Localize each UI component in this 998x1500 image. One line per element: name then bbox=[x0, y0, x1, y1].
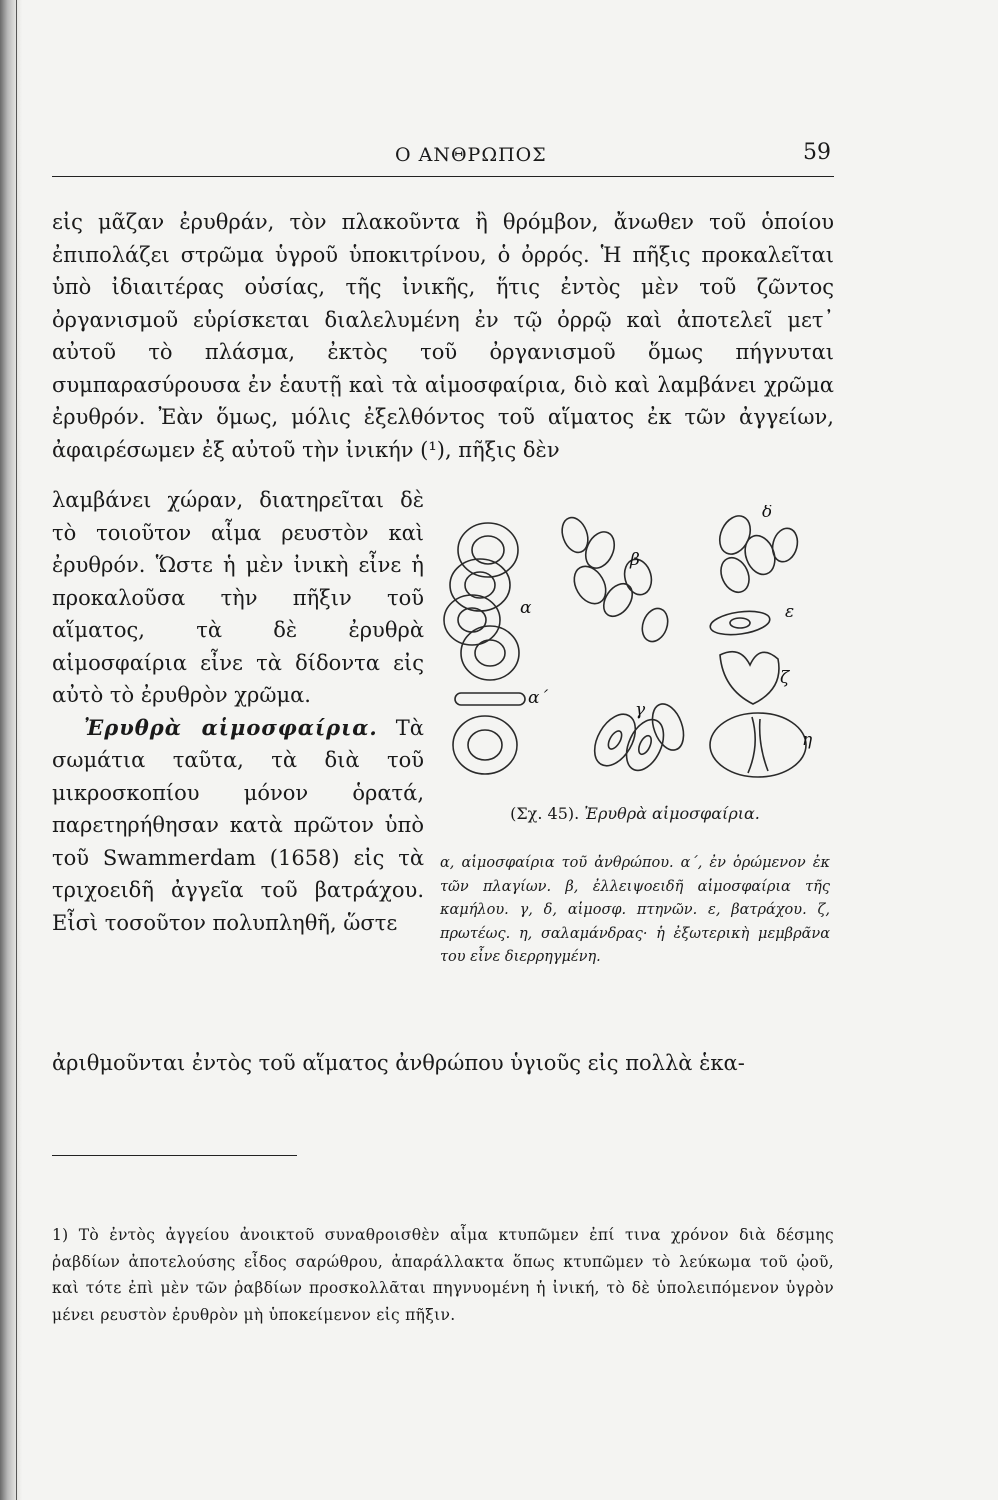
footnote bbox=[52, 1222, 834, 1328]
section-subheading: Ἐρυθρὰ αἱμοσφαίρια. bbox=[84, 714, 378, 740]
paragraph-bottom-text: ἀριθμοῦνται ἐντὸς τοῦ αἵματος ἀνθρώπου ὑγιοῦς εἰς πολλὰ ἑκα- bbox=[52, 1051, 745, 1075]
blood-cells-figure bbox=[440, 505, 830, 795]
paragraph-bottom bbox=[52, 1047, 834, 1080]
fig-label-gamma: γ bbox=[635, 700, 646, 720]
text-column bbox=[52, 484, 424, 939]
paragraph-top bbox=[52, 206, 834, 466]
binding-line bbox=[16, 0, 17, 1500]
fig-label-epsilon: ε bbox=[785, 602, 795, 622]
blood-cells-illustration bbox=[440, 505, 830, 795]
figure-title bbox=[440, 804, 830, 823]
figure-title-prefix: (Σχ. 45). bbox=[510, 804, 580, 823]
header-rule bbox=[52, 176, 834, 177]
figure-legend: α, αἱμοσφαίρια τοῦ ἀνθρώπου. α´, ἐν ὁρώμενον ἐκ τῶν πλαγίων. β, ἐλλειψοειδῆ αἱμοσφαίρια τῆς καμήλου. γ, δ, αἱμοσφ. πτηνῶν. ε, βατράχου. ζ, πρωτέως. η, σαλαμάνδρας· ἡ ἐξωτερικὴ μεμβρᾶνα του εἶνε διερρηγμένη. bbox=[440, 855, 830, 965]
running-title: Ο ΑΝΘΡΩΠΟΣ bbox=[395, 144, 547, 166]
figure-title-text: Ἐρυθρὰ αἱμοσφαίρια. bbox=[584, 804, 760, 823]
page-number: 59 bbox=[803, 140, 831, 165]
fig-label-eta: η bbox=[802, 730, 813, 750]
fig-label-beta: β bbox=[630, 550, 640, 570]
fig-label-zeta: ζ bbox=[780, 668, 790, 688]
page-binding-shadow bbox=[0, 0, 22, 1500]
paragraph-top-text: εἰς μᾶζαν ἐρυθράν, τὸν πλακοῦντα ἢ θρόμβον, ἄνωθεν τοῦ ὁποίου ἐπιπολάζει στρῶμα ὑγροῦ ὑποκιτρίνου, ὁ ὀρρός. Ἡ πῆξις προκαλεῖται ὑπὸ ἰδιαιτέρας οὐσίας, τῆς ἰνικῆς, ἥτις ἐντὸς μὲν τοῦ ζῶντος ὀργανισμοῦ εὑρίσκεται διαλελυμένη ἐν τῷ ὀρρῷ καὶ ἀποτελεῖ μετ᾽ αὐτοῦ τὸ πλάσμα, ἐκτὸς τοῦ ὀργανισμοῦ ὅμως πήγνυται συμπαρασύρουσα ἐν ἑαυτῇ καὶ τὰ αἱμοσφαίρια, διὸ καὶ λαμβάνει χρῶμα ἐρυθρόν. Ἐὰν ὅμως, μόλις ἐξελθόντος τοῦ αἵματος ἐκ τῶν ἀγγείων, ἀφαιρέσωμεν ἐξ αὐτοῦ τὴν ἰνικήν (¹), πῆξις δὲν bbox=[52, 210, 834, 462]
fig-label-delta: δ bbox=[762, 505, 773, 522]
column-text-1: λαμβάνει χώραν, διατηρεῖται δὲ τὸ τοιοῦτον αἷμα ρευστὸν καὶ ἐρυθρόν. Ὥστε ἡ μὲν ἰνικὴ εἶνε ἡ προκαλοῦσα τὴν πῆξιν τοῦ αἵματος, τὰ δὲ ἐρυθρὰ αἱμοσφαίρια εἶνε τὰ δίδοντα εἰς αὐτὸ τὸ ἐρυθρὸν χρῶμα. bbox=[52, 488, 424, 707]
page-header bbox=[0, 138, 998, 172]
footnote-text: 1) Τὸ ἐντὸς ἀγγείου ἀνοικτοῦ συναθροισθὲν αἷμα κτυπῶμεν ἐπί τινα χρόνον διὰ δέσμης ῥαβδίων ἀποτελούσης εἶδος σαρώθρου, ἀπαράλλακτα ὅπως κτυπῶμεν τὸ λεύκωμα τοῦ ᾠοῦ, καὶ τότε ἐπὶ μὲν τῶν ῥαβδίων προσκολλᾶται πηγνυομένη ἡ ἰνική, τὸ δὲ ὑπολειπόμενον ὑγρὸν μένει ρευστὸν ἐρυθρὸν μὴ ὑποκείμενον εἰς πῆξιν. bbox=[52, 1226, 834, 1324]
column-paragraph-2 bbox=[52, 712, 424, 940]
column-text-2: Τὰ σωμάτια ταῦτα, τὰ διὰ τοῦ μικροσκοπίου μόνον ὁρατά, παρετηρήθησαν κατὰ πρῶτον ὑπὸ τοῦ Swammerdam (1658) εἰς τὰ τριχοειδῆ ἀγγεῖα τοῦ βατράχου. Εἶσὶ τοσοῦτον πολυπληθῆ, ὥστε bbox=[52, 715, 424, 935]
fig-label-alpha: α bbox=[520, 598, 532, 618]
fig-label-alpha-prime: α´ bbox=[528, 688, 548, 708]
footnote-rule bbox=[52, 1155, 297, 1156]
